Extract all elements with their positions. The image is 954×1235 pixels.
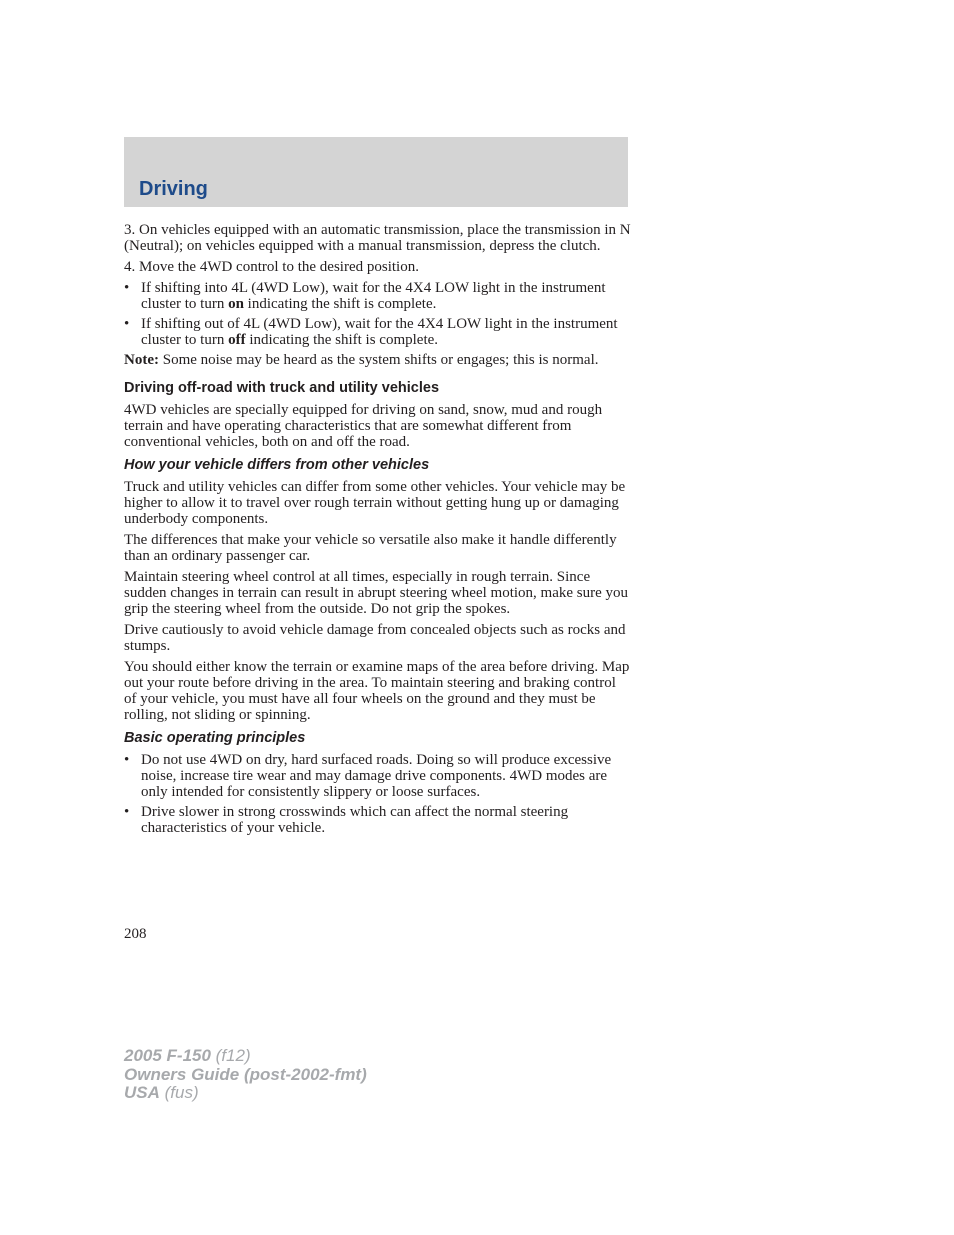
- bullet-emphasis: off: [228, 332, 246, 348]
- para-truck-utility: Truck and utility vehicles can differ from some other vehicles. Your vehicle may be higher to allow it to travel over rough terrain without getting hung up or damaging underbody components.: [124, 479, 626, 527]
- footer-line-model: [124, 1047, 367, 1066]
- page-number: 208: [124, 926, 147, 942]
- heading-vehicle-differs: How your vehicle differs from other vehicles: [124, 457, 430, 473]
- document-footer: [124, 1047, 367, 1103]
- step-4: 4. Move the 4WD control to the desired position.: [124, 259, 419, 275]
- para-steering-control: Maintain steering wheel control at all times, especially in rough terrain. Since sudden changes in terrain can result in abrupt steering wheel motion, make sure you grip the steering wheel from the outside. Do not grip the spokes.: [124, 569, 629, 617]
- bullet-dot: •: [124, 804, 130, 820]
- bullet-text-end: indicating the shift is complete.: [245, 332, 439, 348]
- footer-line-guide: [124, 1066, 367, 1085]
- bullet-shift-into: [124, 280, 632, 312]
- para-differences: The differences that make your vehicle so versatile also make it handle differently than an ordinary passenger car.: [124, 532, 617, 564]
- footer-market-code: (fus): [159, 1083, 199, 1102]
- heading-basic-principles: Basic operating principles: [124, 730, 306, 746]
- note-label: Note:: [124, 352, 159, 368]
- bullet-dry-roads: [124, 752, 632, 800]
- bullet-text: Do not use 4WD on dry, hard surfaced roads. Doing so will produce excessive noise, increase tire wear and may damage drive components. 4WD modes are only intended for consistently slippery or loose surfaces.: [141, 752, 612, 800]
- bullet-text: Drive slower in strong crosswinds which can affect the normal steering characteristics of your vehicle.: [141, 804, 569, 836]
- footer-model-code: (f12): [210, 1046, 251, 1065]
- heading-offroad: Driving off-road with truck and utility vehicles: [124, 380, 440, 396]
- page-content: [124, 222, 632, 840]
- section-title: Driving: [139, 178, 208, 200]
- para-drive-cautiously: Drive cautiously to avoid vehicle damage from concealed objects such as rocks and stumps.: [124, 622, 626, 654]
- bullet-text-end: indicating the shift is complete.: [243, 296, 437, 312]
- note-text: Some noise may be heard as the system shifts or engages; this is normal.: [158, 352, 599, 368]
- section-header: [124, 137, 628, 207]
- bullet-dot: •: [124, 752, 130, 768]
- footer-market: USA: [124, 1083, 160, 1102]
- footer-guide: Owners Guide (post-2002-fmt): [124, 1064, 367, 1084]
- footer-line-market: [124, 1084, 367, 1103]
- bullet-dot: •: [124, 316, 130, 332]
- step-3: 3. On vehicles equipped with an automatic transmission, place the transmission in N (Neutral); on vehicles equipped with a manual transmission, depress the clutch.: [124, 222, 631, 254]
- bullet-text: If shifting out of 4L (4WD Low), wait for the 4X4 LOW light in the instrument cluster to turn: [141, 316, 618, 348]
- bullet-text: If shifting into 4L (4WD Low), wait for the 4X4 LOW light in the instrument cluster to turn: [141, 280, 606, 312]
- para-4wd: 4WD vehicles are specially equipped for driving on sand, snow, mud and rough terrain and have operating characteristics that are somewhat different from conventional vehicles, both on and off the road.: [124, 402, 603, 450]
- note: [124, 352, 632, 368]
- para-know-terrain: You should either know the terrain or examine maps of the area before driving. Map out your route before driving in the area. To maintain steering and braking control of your vehicle, you must have all four wheels on the ground and they must be rolling, not sliding or spinning.: [124, 659, 630, 723]
- footer-model: 2005 F-150: [124, 1046, 211, 1065]
- bullet-emphasis: on: [228, 296, 244, 312]
- bullet-shift-out: [124, 316, 632, 348]
- bullet-crosswinds: [124, 804, 632, 836]
- bullet-dot: •: [124, 280, 130, 296]
